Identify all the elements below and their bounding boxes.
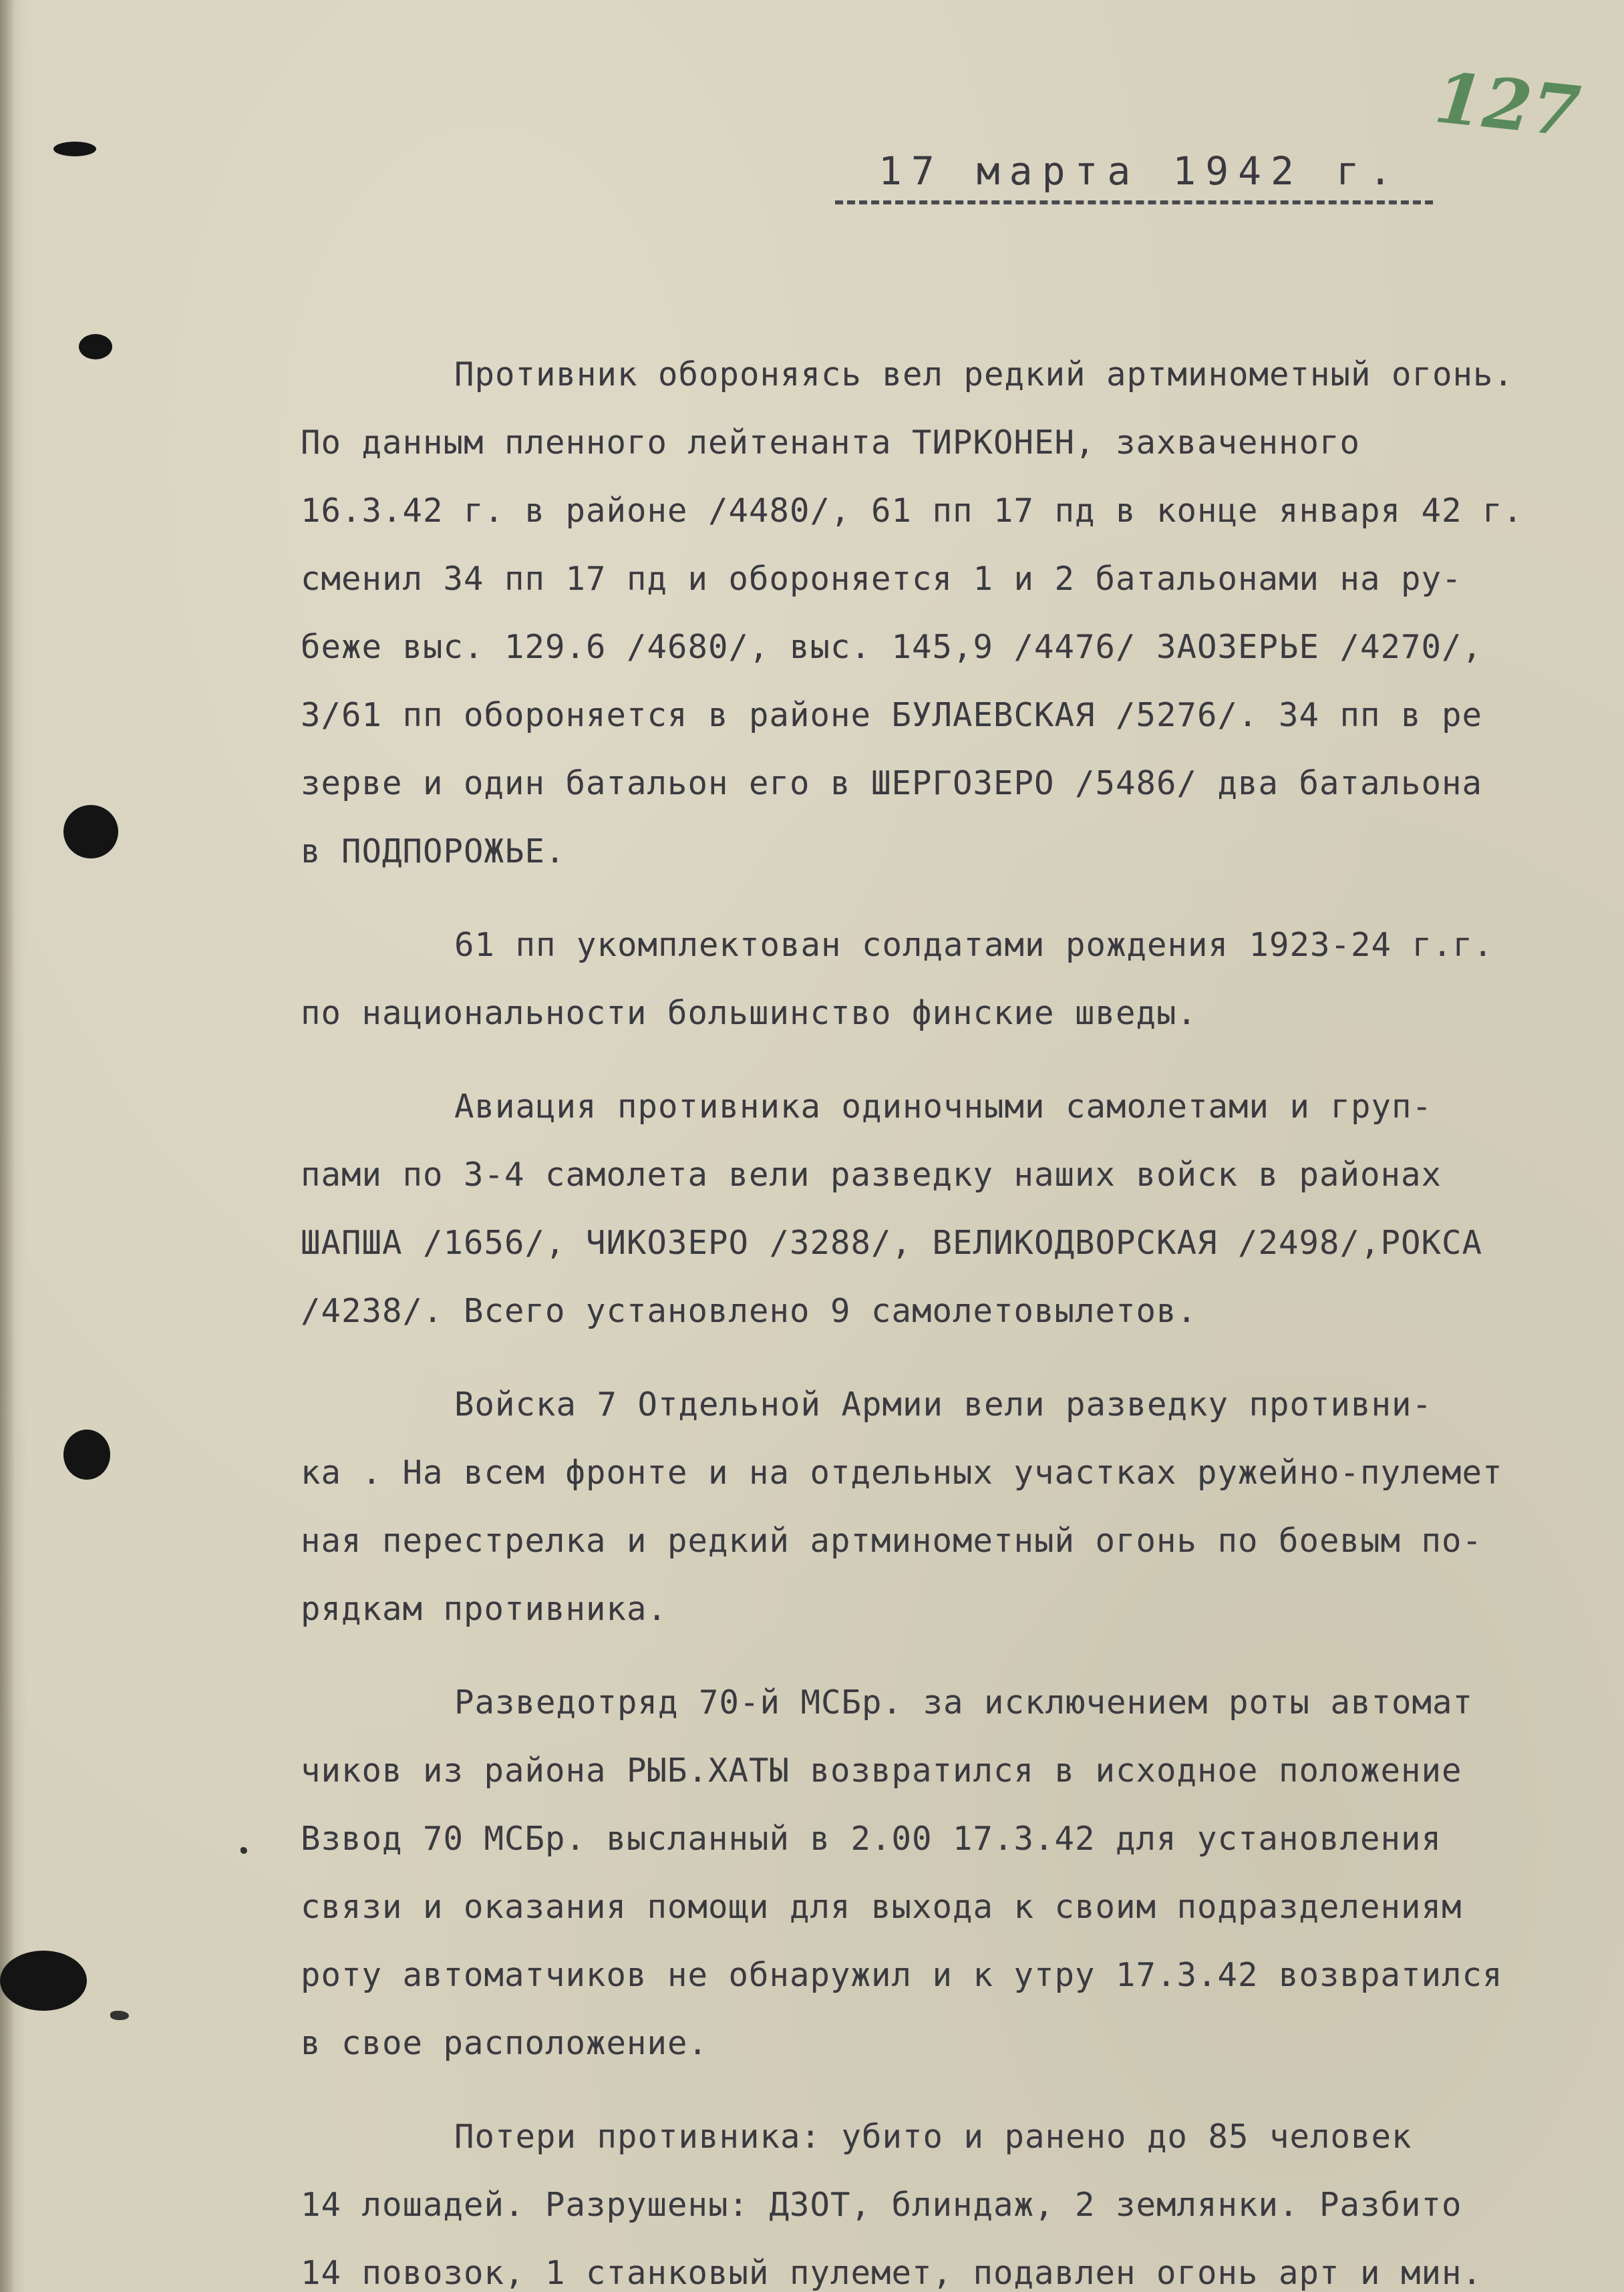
text-line: Войска 7 Отдельной Армии вели разведку противни-: [454, 1385, 1433, 1424]
text-line: связи и оказания помощи для выхода к своим подразделениям: [301, 1888, 1462, 1926]
paragraph-gap: [301, 1345, 1597, 1371]
text-line: Противник обороняясь вел редкий артминометный огонь.: [454, 355, 1514, 393]
text-line: беже выс. 129.6 /4680/, выс. 145,9 /4476/ ЗАОЗЕРЬЕ /4270/,: [301, 628, 1483, 666]
paragraph-army-reconnaissance: [301, 1371, 1597, 1643]
text-line: в ПОДПОРОЖЬЕ.: [301, 832, 566, 870]
punch-hole: [63, 805, 118, 858]
paragraph-gap: [301, 1047, 1597, 1073]
paragraph-enemy-losses: [301, 2103, 1597, 2292]
paper-fleck: [240, 1847, 247, 1854]
text-line: 3/61 пп обороняется в районе БУЛАЕВСКАЯ /5276/. 34 пп в ре: [301, 696, 1483, 734]
paragraph-regiment-composition: [301, 911, 1597, 1047]
text-line: По данным пленного лейтенанта ТИРКОНЕН, захваченного: [301, 424, 1361, 462]
text-line: ШАПША /1656/, ЧИКОЗЕРО /3288/, ВЕЛИКОДВОРСКАЯ /2498/,РОКСА: [301, 1224, 1483, 1262]
text-line: рядкам противника.: [301, 1590, 668, 1628]
paragraph-gap: [301, 2078, 1597, 2103]
paragraph-gap: [301, 886, 1597, 911]
text-line: Авиация противника одиночными самолетами и груп-: [454, 1088, 1433, 1126]
paragraph-gap: [301, 1643, 1597, 1669]
text-line: пами по 3-4 самолета вели разведку наших войск в районах: [301, 1156, 1442, 1194]
text-line: /4238/. Всего установлено 9 самолетовылетов.: [301, 1292, 1198, 1330]
document-date: 17 марта 1942 г.: [878, 148, 1402, 194]
text-line: зерве и один батальон его в ШЕРГОЗЕРО /5486/ два батальона: [301, 764, 1483, 802]
text-line: роту автоматчиков не обнаружил и к утру 17.3.42 возвратился: [301, 1956, 1503, 1994]
text-line: в свое расположение.: [301, 2024, 709, 2062]
text-line: ная перестрелка и редкий артминометный огонь по боевым по-: [301, 1522, 1483, 1560]
text-line: сменил 34 пп 17 пд и обороняется 1 и 2 батальонами на ру-: [301, 560, 1462, 598]
text-line: Потери противника: убито и ранено до 85 человек: [454, 2118, 1412, 2156]
paragraph-enemy-aviation: [301, 1073, 1597, 1345]
text-line: 14 лошадей. Разрушены: ДЗОТ, блиндаж, 2 землянки. Разбито: [301, 2186, 1462, 2224]
text-line: 14 повозок, 1 станковый пулемет, подавлен огонь арт и мин.: [301, 2254, 1483, 2292]
punch-hole: [0, 1951, 87, 2011]
text-line: 16.3.42 г. в районе /4480/, 61 пп 17 пд в конце января 42 г.: [301, 492, 1524, 530]
paragraph-recon-detachment: [301, 1669, 1597, 2078]
text-line: 61 пп укомплектован солдатами рождения 1923-24 г.г.: [454, 926, 1494, 964]
text-line: по национальности большинство финские шведы.: [301, 994, 1198, 1032]
date-underline: [835, 200, 1433, 204]
text-line: ка . На всем фронте и на отдельных участках ружейно-пулемет: [301, 1454, 1503, 1492]
paper-fleck: [110, 2011, 129, 2020]
document-body: [301, 341, 1597, 2292]
text-line: Взвод 70 МСБр. высланный в 2.00 17.3.42 для установления: [301, 1820, 1442, 1858]
page-edge-shadow: [0, 0, 15, 2292]
punch-hole: [63, 1430, 110, 1480]
paragraph-enemy-defense: [301, 341, 1597, 886]
punch-hole: [53, 142, 96, 156]
archive-page-number: 127: [1431, 55, 1584, 154]
punch-hole: [79, 334, 112, 359]
text-line: чиков из района РЫБ.ХАТЫ возвратился в исходное положение: [301, 1752, 1462, 1790]
text-line: Разведотряд 70-й МСБр. за исключением роты автомат: [454, 1683, 1474, 1722]
